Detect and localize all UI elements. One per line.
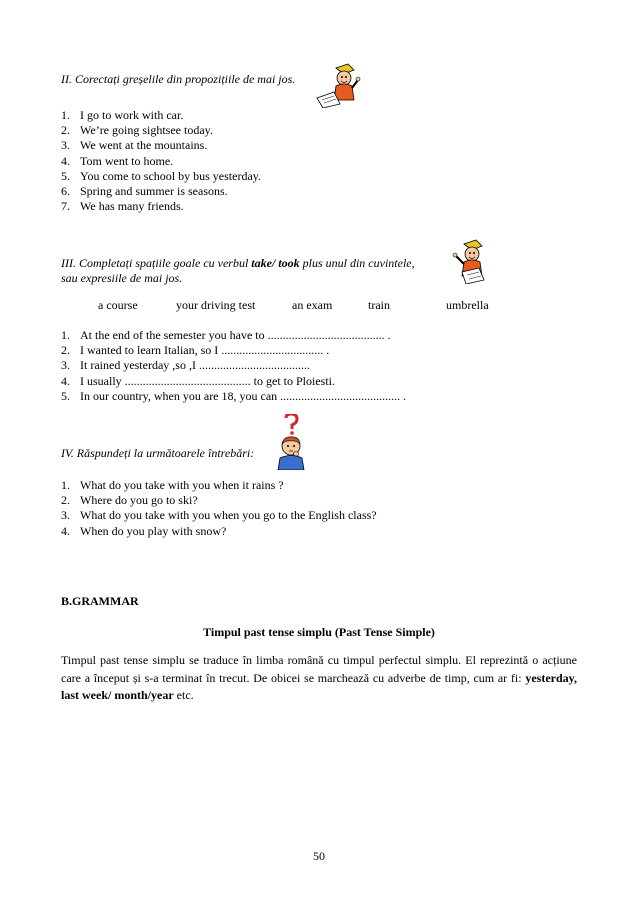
cartoon-writer-icon: [442, 238, 490, 284]
list-item: 4. Tom went to home.: [61, 153, 174, 168]
option-an-exam: an exam: [292, 298, 333, 312]
option-umbrella: umbrella: [446, 298, 489, 312]
list-item: 3. What do you take with you when you go to the English class?: [61, 508, 377, 523]
list-item: 3. It rained yesterday ,so ,I .....................................: [61, 358, 310, 373]
list-item: 1. At the end of the semester you have to ....................................... .: [61, 328, 391, 342]
section-4-title: IV. Răspundeți la următoarele întrebări:: [61, 446, 255, 460]
section-2-title: II. Corectați greșelile din propozițiile de mai jos.: [61, 72, 296, 86]
section-2-list: [61, 108, 261, 214]
section-3-list: [61, 328, 406, 404]
list-item: 4. When do you play with snow?: [61, 523, 227, 538]
option-a-course: a course: [98, 298, 138, 312]
list-item: 1. What do you take with you when it rains ?: [61, 478, 284, 492]
grammar-heading: B.GRAMMAR: [61, 594, 139, 608]
section-4-list: [61, 478, 377, 539]
list-item: 5. In our country, when you are 18, you can ........................................ .: [61, 388, 407, 403]
list-item: 1. I go to work with car.: [61, 108, 184, 122]
cartoon-thinker-question-icon: [272, 414, 308, 470]
cartoon-writer-icon: [314, 62, 362, 108]
section-3-title-line2: sau expresiile de mai jos.: [61, 271, 183, 285]
list-item: 5. You come to school by bus yesterday.: [61, 168, 261, 183]
list-item: 2. I wanted to learn Italian, so I .................................. .: [61, 343, 330, 358]
list-item: 3. We went at the mountains.: [61, 138, 208, 153]
grammar-subheading: Timpul past tense simplu (Past Tense Simple): [203, 625, 435, 639]
list-item: 6. Spring and summer is seasons.: [61, 183, 228, 198]
list-item: 2. We’re going sightsee today.: [61, 123, 213, 138]
page-number: 50: [313, 849, 325, 863]
grammar-paragraph: Timpul past tense simplu se traduce în limba română cu timpul perfectul simplu. El reprezintă o acțiune care a început și s-a terminat în trecut. De obicei se marchează cu adverbe de timp, cum ar fi: yesterday, last week/ month/year etc.: [61, 653, 577, 702]
list-item: 7. We has many friends.: [61, 199, 184, 214]
list-item: 2. Where do you go to ski?: [61, 493, 198, 508]
section-3-title: III. Completați spațiile goale cu verbul take/ took plus unul din cuvintele,: [61, 256, 415, 270]
list-item: 4. I usually .......................................... to get to Ploiesti.: [61, 373, 335, 388]
word-bank: [0, 298, 638, 314]
option-train: train: [368, 298, 390, 312]
option-your-driving-test: your driving test: [176, 298, 256, 312]
